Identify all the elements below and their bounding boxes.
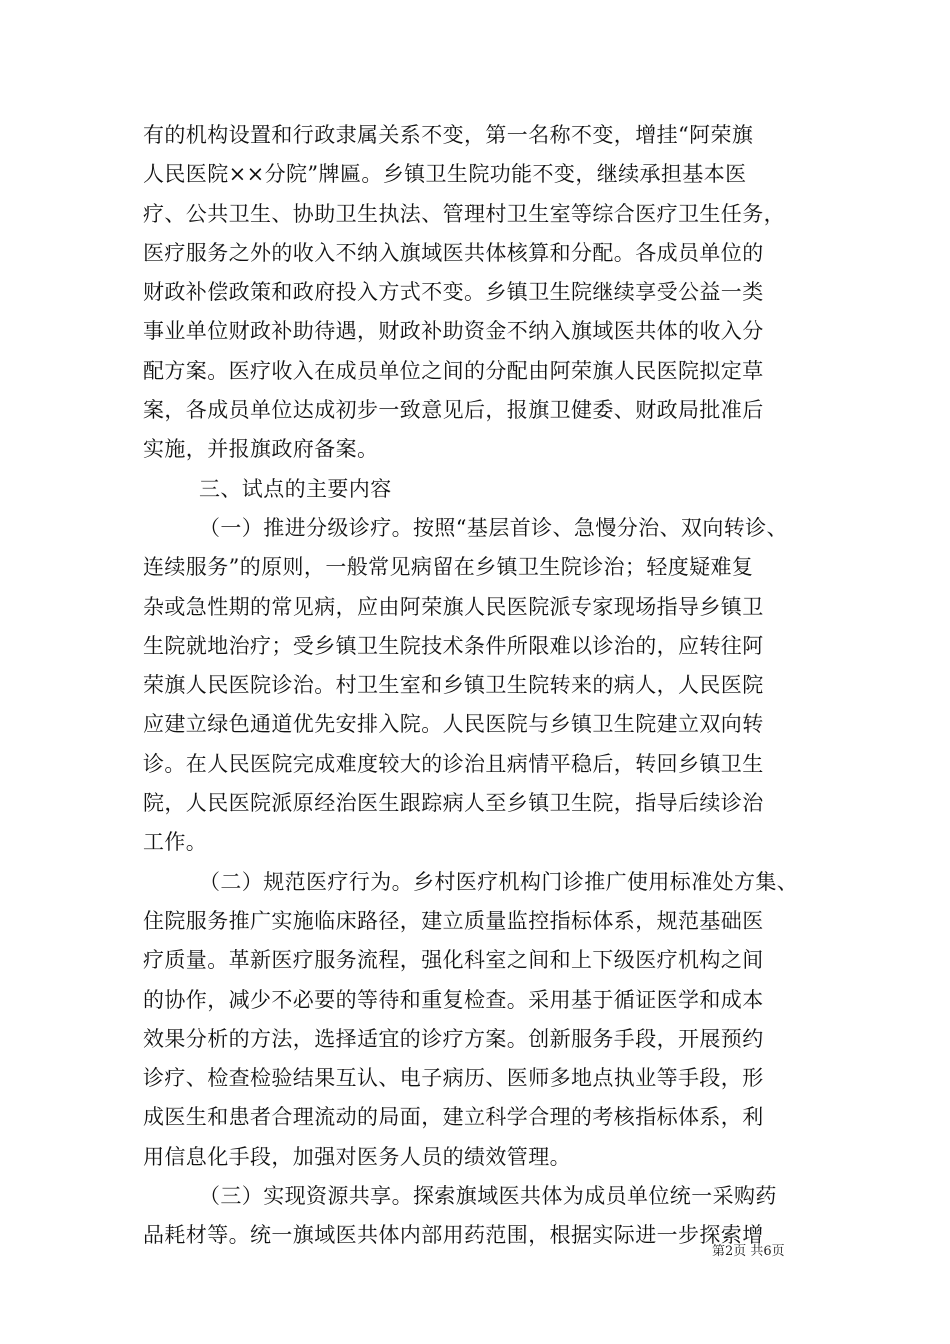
text-line: 诊。在人民医院完成难度较大的诊治且病情平稳后，转回乡镇卫生: [143, 751, 764, 776]
section-heading: 三、试点的主要内容: [199, 476, 392, 501]
text-line: 的协作，减少不必要的等待和重复检查。采用基于循证医学和成本: [143, 987, 764, 1012]
text-line: 品耗材等。统一旗域医共体内部用药范围，根据实际进一步探索增: [143, 1223, 764, 1248]
text-line: 疗、公共卫生、协助卫生执法、管理村卫生室等综合医疗卫生任务，: [143, 201, 785, 226]
text-line: （一）推进分级诊疗。按照“基层首诊、急慢分治、双向转诊、: [199, 515, 788, 540]
text-line: 诊疗、检查检验结果互认、电子病历、医师多地点执业等手段，形: [143, 1066, 764, 1091]
text-line: （二）规范医疗行为。乡村医疗机构门诊推广使用标准处方集、: [199, 869, 799, 894]
text-line: 住院服务推广实施临床路径，建立质量监控指标体系，规范基础医: [143, 908, 764, 933]
text-line: 杂或急性期的常见病，应由阿荣旗人民医院派专家现场指导乡镇卫: [143, 594, 764, 619]
page-number: 第2页 共6页: [712, 1244, 785, 1259]
text-line: 工作。: [143, 830, 208, 855]
text-line: 实施，并报旗政府备案。: [143, 437, 379, 462]
text-line: 连续服务”的原则，一般常见病留在乡镇卫生院诊治；轻度疑难复: [143, 555, 754, 580]
text-line: 疗质量。革新医疗服务流程，强化科室之间和上下级医疗机构之间: [143, 948, 764, 973]
body-text: [143, 116, 803, 1256]
text-line: 案，各成员单位达成初步一致意见后，报旗卫健委、财政局批准后: [143, 398, 764, 423]
text-line: 财政补偿政策和政府投入方式不变。乡镇卫生院继续享受公益一类: [143, 280, 764, 305]
text-line: 配方案。医疗收入在成员单位之间的分配由阿荣旗人民医院拟定草: [143, 358, 764, 383]
text-line: 荣旗人民医院诊治。村卫生室和乡镇卫生院转来的病人，人民医院: [143, 673, 764, 698]
text-line: （三）实现资源共享。探索旗域医共体为成员单位统一采购药: [199, 1184, 777, 1209]
text-line: 应建立绿色通道优先安排入院。人民医院与乡镇卫生院建立双向转: [143, 712, 764, 737]
text-line: 医疗服务之外的收入不纳入旗域医共体核算和分配。各成员单位的: [143, 240, 764, 265]
text-line: 用信息化手段，加强对医务人员的绩效管理。: [143, 1144, 571, 1169]
text-line: 事业单位财政补助待遇，财政补助资金不纳入旗域医共体的收入分: [143, 319, 764, 344]
text-line: 成医生和患者合理流动的局面，建立科学合理的考核指标体系，利: [143, 1105, 764, 1130]
text-line: 生院就地治疗；受乡镇卫生院技术条件所限难以诊治的，应转往阿: [143, 633, 764, 658]
text-line: 效果分析的方法，选择适宜的诊疗方案。创新服务手段，开展预约: [143, 1026, 764, 1051]
text-line: 院，人民医院派原经治医生跟踪病人至乡镇卫生院，指导后续诊治: [143, 791, 764, 816]
text-line: 有的机构设置和行政隶属关系不变，第一名称不变，增挂“阿荣旗: [143, 123, 754, 147]
text-line: 人民医院××分院”牌匾。乡镇卫生院功能不变，继续承担基本医: [143, 162, 747, 187]
